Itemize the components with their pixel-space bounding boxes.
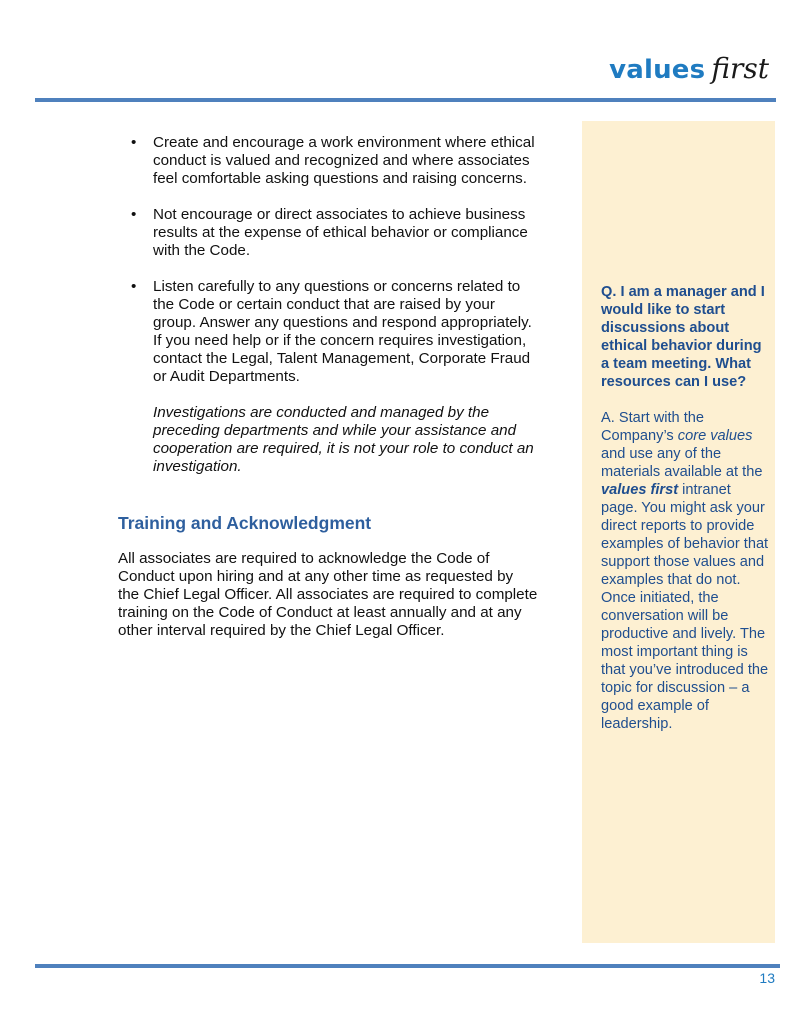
list-item: [118, 206, 538, 260]
investigation-note: Investigations are conducted and managed by the preceding departments and while your assistance and cooperation are required, it is not your role to conduct an investigation.: [153, 404, 534, 475]
main-content: [118, 134, 538, 640]
answer-core-values: core values: [677, 428, 753, 444]
bullet-icon: •: [131, 134, 137, 151]
sidebar-question: Q. I am a manager and I would like to start discussions about ethical behavior during a team meeting. What resources can I use?: [601, 284, 765, 390]
bullet-text: Listen carefully to any questions or concerns related to the Code or certain conduct that are raised by your group. Answer any questions and respond appropriately. If you need help or if the concern requires investigation, contact the Legal, Talent Management, Corporate Fraud or Audit Departments.: [153, 278, 532, 385]
responsibility-list: [118, 134, 538, 476]
answer-values-first: values first: [601, 482, 679, 498]
header-rule: [35, 98, 776, 102]
bullet-text: Create and encourage a work environment where ethical conduct is valued and recognized and where associates feel comfortable asking questions and raising concerns.: [153, 134, 535, 187]
section-heading: Training and Acknowledgment: [118, 513, 372, 533]
bullet-icon: •: [131, 278, 137, 295]
answer-text: A. Start with the Company’s: [601, 410, 705, 444]
answer-text: intranet page. You might ask your direct reports to provide examples of behavior that support those values and examples that do not. Once initiated, the conversation will be productive and lively. The most important thing is that you’ve introduced the topic for discussion – a good example of leadership.: [601, 482, 769, 732]
logo-word-values: values: [609, 55, 706, 85]
list-item: [118, 278, 538, 476]
values-first-logo: [609, 52, 769, 92]
answer-text: and use any of the materials available at the: [601, 446, 763, 480]
sidebar-answer: [601, 409, 771, 733]
logo-word-first: first: [711, 52, 769, 85]
footer-rule: [35, 964, 780, 968]
bullet-text: Not encourage or direct associates to achieve business results at the expense of ethical behavior or compliance with the Code.: [153, 206, 528, 259]
page-number: 13: [759, 970, 775, 986]
bullet-icon: •: [131, 206, 137, 223]
qa-sidebar: [582, 121, 775, 943]
list-item: [118, 134, 538, 188]
section-body: All associates are required to acknowledge the Code of Conduct upon hiring and at any other time as requested by the Chief Legal Officer. All associates are required to complete training on the Code of Conduct at least annually and at any other interval required by the Chief Legal Officer.: [118, 550, 538, 639]
